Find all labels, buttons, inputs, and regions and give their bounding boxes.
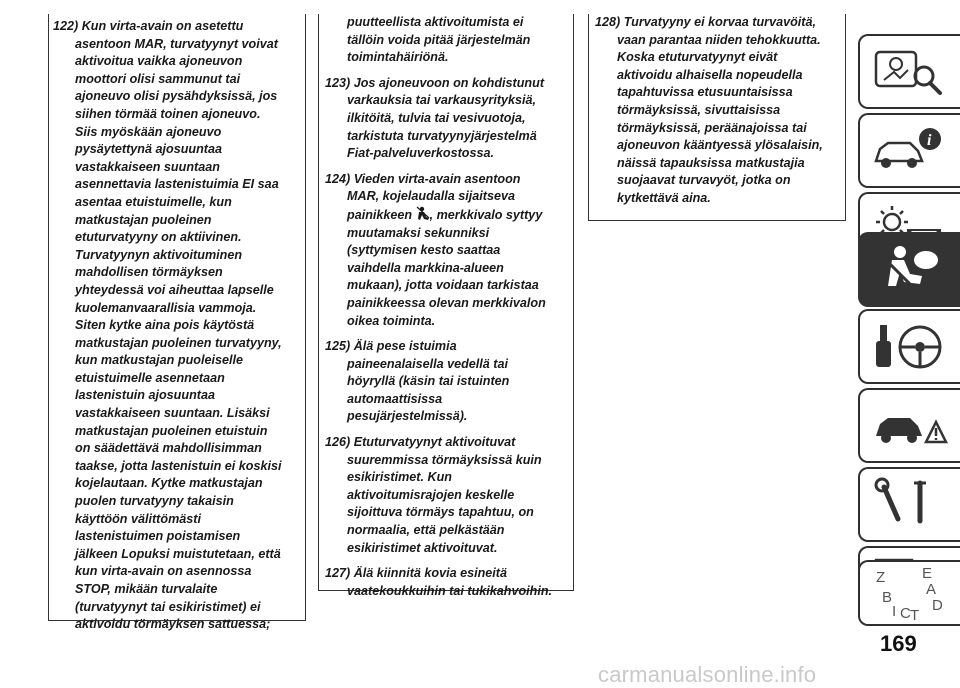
text-line: aktivoidu alhaisella nopeudella (617, 67, 803, 82)
text-line: tarkistuta turvatyynyjärjestelmä (347, 128, 537, 143)
paragraph-122-continuation (325, 14, 573, 67)
text-line: sijoittuva törmäys tapahtuu, on (347, 505, 534, 520)
paragraph-123 (325, 75, 573, 163)
alphabet-index-icon (870, 564, 950, 624)
text-line: toimintahäiriönä. (347, 50, 449, 65)
text-line: tällöin voida pitää järjestelmän (347, 32, 531, 47)
text-line: kun virta-avain on asennossa (75, 564, 252, 579)
text-line: automaattisissa (347, 391, 443, 406)
airbag-safety-icon (870, 240, 950, 300)
tab-dashboard[interactable] (858, 34, 960, 109)
text-line: siihen törmää toinen ajoneuvo. (75, 106, 261, 121)
text-line: aktivoidu törmäyksen sattuessa; (75, 617, 271, 632)
paragraph-127 (325, 565, 573, 600)
paragraph-122 (49, 14, 305, 634)
text-line: STOP, mikään turvalaite (75, 582, 218, 596)
text-line: lastenistuimen poistamisen (75, 529, 241, 544)
text-line: 125) Älä pese istuimia (325, 339, 457, 354)
svg-text:Z: Z (876, 569, 886, 586)
svg-text:E: E (922, 565, 933, 582)
warning-column-2 (318, 14, 574, 598)
text-line: vastakkaiseen suuntaan. Lisäksi (75, 406, 270, 421)
warning-column-1 (48, 14, 306, 632)
svg-text:A: A (926, 581, 937, 598)
svg-text:C: C (900, 605, 911, 622)
text-line: Fiat-palveluverkostossa. (347, 146, 494, 161)
paragraph-128 (589, 14, 845, 208)
text-line: tapahtuvissa etusuuntaisissa (617, 85, 793, 100)
text-line: vaatekoukkuihin tai tukikahvoihin. (347, 583, 553, 598)
text-line: 122) Kun virta-avain on asetettu (53, 19, 244, 33)
text-line: matkustajan puoleinen (75, 212, 212, 227)
text-line: näissä tapauksissa matkustajia (617, 155, 805, 170)
text-line: suuremmissa törmäyksissä kuin (347, 452, 542, 467)
text-line: kytkettävä aina. (617, 190, 711, 205)
text-line: aktivoitumisrajojen keskelle (347, 487, 515, 502)
text-line: jälkeen Lopuksi muistutetaan, että (75, 546, 281, 561)
text-line: ajoneuvon kääntyessä ylösalaisin, (617, 138, 823, 153)
text-line: etuturvatyyny on aktiivinen. (75, 230, 242, 245)
text-line: ilkitöitä, tulvia tai vesivuotoja, (347, 110, 526, 125)
text-line: Turvatyynyn aktivoituminen (75, 247, 243, 262)
text-line: 127) Älä kiinnitä kovia esineitä (325, 566, 507, 581)
text-line: varkauksia tai varkausyrityksiä, (347, 93, 537, 108)
text-line: Siis myöskään ajoneuvo (75, 124, 222, 139)
paragraph-124: 124) Vieden virta-avain asentoon MAR, kojelaudalla sijaitseva painikkeen , merkkivalo syttyy muutamaksi sekunniksi (syttymisen kesto saattaa vaihdella markkina-alueen mukaan), jotta voidaan tarkistaa painikkeessa olevan merkkivalon oikea toiminta. (325, 171, 546, 328)
car-info-icon (870, 121, 950, 181)
text-line: 128) Turvatyyny ei korvaa turvavöitä, (595, 15, 816, 29)
key-steering-wheel-icon (870, 317, 950, 377)
text-line: asennettavia lastenistuimia EI saa (75, 177, 279, 192)
text-line: kun matkustajan puoleiselle (75, 353, 243, 368)
text-line: vaan parantaa niiden tehokkuutta. (617, 32, 821, 47)
text-line: pesujärjestelmissä). (347, 409, 468, 424)
text-line: Koska etuturvatyynyt eivät (617, 50, 778, 65)
text-line: törmäyksissä, peräänajoissa tai (617, 120, 807, 135)
svg-text:I: I (892, 603, 897, 620)
svg-text:T: T (910, 607, 920, 624)
paragraph-125 (325, 338, 573, 426)
text-line: esikiristimet. Kun (347, 470, 452, 485)
text-line: aktivoitua vaikka ajoneuvon (75, 54, 243, 69)
text-line: on säädettävä mahdollisimman (75, 441, 262, 456)
text-line: suojaavat turvavyöt, jotka on (617, 173, 791, 188)
text-line: 123) Jos ajoneuvoon on kohdistunut (325, 75, 545, 90)
text-line: puolen turvatyyny takaisin (75, 494, 234, 509)
svg-text:B: B (882, 589, 893, 606)
tab-starting-driving[interactable] (858, 309, 960, 384)
text-line: mahdollisen törmäyksen (75, 265, 223, 280)
text-line: matkustajan puoleinen etuistuin (75, 423, 268, 438)
text-line: kojelautaan. Kytke matkustajan (75, 476, 263, 491)
text-line: pysäytettynä ajosuuntaa (75, 142, 222, 157)
text-line: törmäyksissä, sivuttaisissa (617, 102, 781, 117)
page-number: 169 (880, 631, 917, 656)
svg-text:D: D (932, 597, 943, 614)
watermark: carmanualsonline.info (598, 662, 817, 687)
text-line: yhteydessä voi aiheuttaa lapselle (75, 282, 274, 297)
warning-column-3 (588, 14, 846, 221)
text-line: Siten kytke aina pois käytöstä (75, 318, 255, 333)
text-line: asentaa etuistuimelle, kun (75, 194, 232, 209)
text-line: asentoon MAR, turvatyynyt voivat (75, 36, 278, 51)
dashboard-search-icon (870, 42, 950, 102)
text-line: normaalia, että pelkästään (347, 523, 505, 538)
tab-safety[interactable] (858, 232, 960, 307)
text-line: 126) Etuturvatyynyt aktivoituvat (325, 435, 516, 450)
tab-emergency[interactable] (858, 388, 960, 463)
text-line: lastenistuin ajosuuntaa (75, 388, 215, 403)
paragraph-126 (325, 434, 573, 557)
text-line: taakse, jotta lastenistuin ei koskisi (75, 458, 282, 473)
text-line: paineenalaisella vedellä tai (347, 356, 509, 371)
wrench-tools-icon (870, 475, 950, 535)
tab-knowing-vehicle[interactable] (858, 113, 960, 188)
text-line: käyttöön välittömästi (75, 511, 201, 526)
car-warning-icon (870, 396, 950, 456)
text-line: puutteellista aktivoitumista ei (347, 15, 524, 29)
tab-maintenance[interactable] (858, 467, 960, 542)
text-line: ajoneuvo olisi pysähdyksissä, jos (75, 89, 278, 104)
text-line: kuolemanvaarallisia vammoja. (75, 300, 257, 315)
text-line: etuistuimelle asennetaan (75, 370, 225, 385)
tab-index[interactable] (858, 560, 960, 626)
text-line: moottori olisi sammunut tai (75, 71, 241, 86)
svg-text:i: i (927, 132, 932, 149)
text-line: (turvatyynyt tai esikiristimet) ei (75, 599, 261, 614)
airbag-off-icon (416, 206, 430, 221)
text-line: höyryllä (käsin tai istuinten (347, 374, 510, 389)
text-line: matkustajan puoleinen turvatyyny, (75, 335, 282, 350)
text-line: vastakkaiseen suuntaan (75, 159, 220, 174)
text-line: esikiristimet aktivoituvat. (347, 540, 498, 555)
